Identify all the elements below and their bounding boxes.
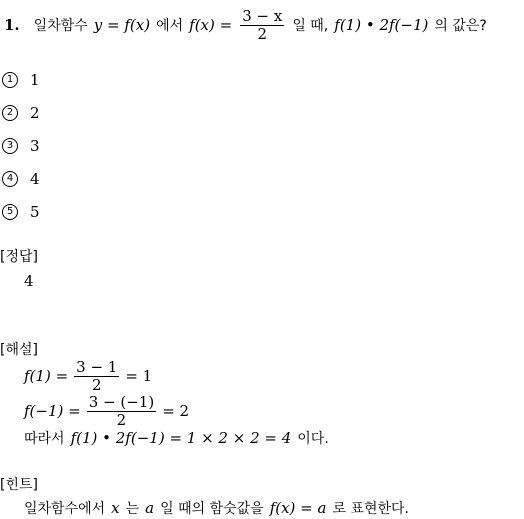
choice-5[interactable] xyxy=(2,202,40,221)
explanation-line2-num: 3 − (−1) xyxy=(88,392,155,411)
hint-text-c: 일 때의 함숫값을 xyxy=(160,501,264,517)
hint-text-a: 일차함수에서 xyxy=(24,501,106,517)
answer-value: 4 xyxy=(24,272,34,290)
question-number: 1. xyxy=(4,16,20,34)
question-fraction xyxy=(240,8,284,43)
question-text-a: 일차함수 xyxy=(33,18,88,34)
choice-5-mark: 5 xyxy=(2,204,18,220)
hint-var-x: x xyxy=(111,499,120,517)
hint-var-a: a xyxy=(145,499,155,517)
question-line xyxy=(4,7,487,43)
question-text-c: 일 때, xyxy=(292,18,329,34)
choice-2[interactable] xyxy=(2,103,40,122)
choice-1-value: 1 xyxy=(30,71,40,89)
choice-1-mark: 1 xyxy=(2,72,18,88)
choice-3-mark: 3 xyxy=(2,138,18,154)
choice-4-value: 4 xyxy=(30,170,40,188)
choice-5-value: 5 xyxy=(30,203,40,221)
question-expr-y: y = f(x) xyxy=(93,16,151,34)
explanation-line1-den: 2 xyxy=(91,375,102,394)
explanation-line2-fraction xyxy=(87,394,156,429)
choice-4-mark: 4 xyxy=(2,171,18,187)
question-text-d: 의 값은? xyxy=(434,18,487,34)
explanation-line1-rhs: = 1 xyxy=(125,367,153,385)
explanation-line2-rhs: = 2 xyxy=(162,402,190,420)
hint-line xyxy=(24,498,409,518)
explanation-line3-text-a: 따라서 xyxy=(24,431,65,447)
hint-expr: f(x) = a xyxy=(269,499,327,517)
choice-2-value: 2 xyxy=(30,104,40,122)
explanation-line1-lhs: f(1) = xyxy=(24,367,69,385)
choice-1[interactable] xyxy=(2,70,40,89)
explanation-line3-expr: f(1) • 2f(−1) = 1 × 2 × 2 = 4 xyxy=(70,429,292,447)
question-expr-target: f(1) • 2f(−1) xyxy=(334,16,429,34)
explanation-line-1 xyxy=(24,358,152,394)
question-frac-num: 3 − x xyxy=(242,6,283,25)
question-text-b: 에서 xyxy=(156,18,184,34)
hint-header: [힌트] xyxy=(0,477,38,493)
explanation-line2-lhs: f(−1) = xyxy=(24,402,81,420)
explanation-header: [해설] xyxy=(0,342,38,358)
choice-3-value: 3 xyxy=(30,137,40,155)
hint-text-b: 는 xyxy=(125,501,140,517)
choice-2-mark: 2 xyxy=(2,105,18,121)
explanation-line3-text-b: 이다. xyxy=(297,431,329,447)
question-expr-f: f(x) = xyxy=(189,16,233,34)
explanation-line1-num: 3 − 1 xyxy=(76,357,118,376)
answer-header: [정답] xyxy=(0,249,38,265)
choice-4[interactable] xyxy=(2,169,40,188)
question-frac-den: 2 xyxy=(257,24,268,43)
hint-text-d: 로 표현한다. xyxy=(332,501,409,517)
explanation-line-2 xyxy=(24,393,189,429)
explanation-line-3 xyxy=(24,428,329,448)
explanation-line1-fraction xyxy=(74,359,119,394)
explanation-line2-den: 2 xyxy=(116,410,127,429)
choice-3[interactable] xyxy=(2,136,40,155)
